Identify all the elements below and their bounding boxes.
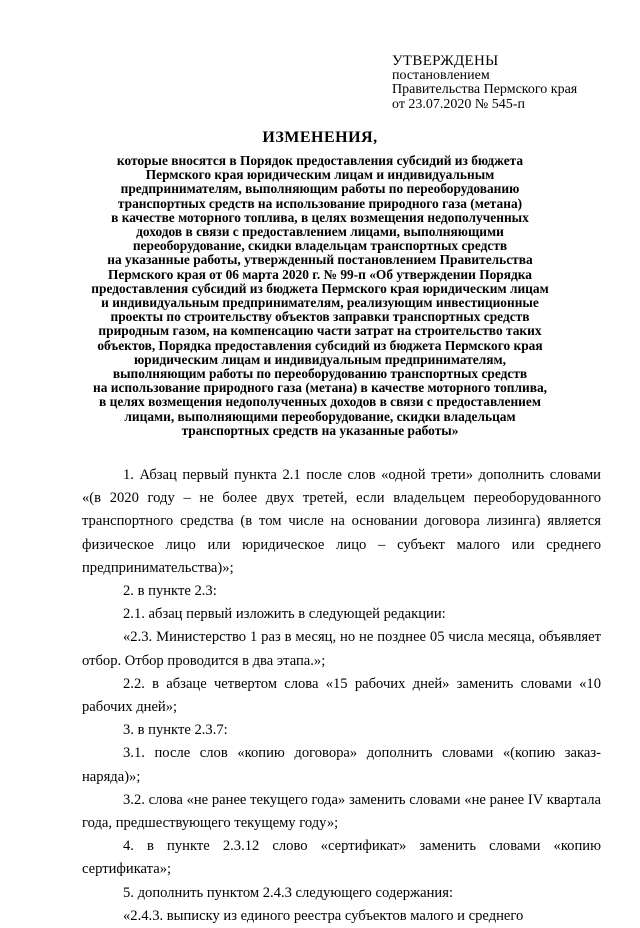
subheading-line: транспортных средств на использование природного газа (метана) — [117, 195, 523, 211]
subheading-line: лицами, выполняющими переоборудование, скидки владельцам — [124, 408, 516, 424]
approval-block — [392, 54, 632, 112]
subheading-line: проекты по строительству объектов заправки транспортных средств — [110, 309, 530, 325]
subheading-line: на использование природного газа (метана) в качестве моторного топлива, — [92, 380, 548, 396]
subheading-line: в целях возмещения недополученных доходов в связи с предоставлением — [99, 394, 541, 410]
body-paragraph: 3.1. после слов «копию договора» дополнить словами «(копию заказ-наряда)»; — [82, 745, 601, 785]
body-paragraph: 4. в пункте 2.3.12 слово «сертификат» заменить словами «копию сертификата»; — [82, 838, 601, 878]
body-paragraph: 2.2. в абзаце четвертом слова «15 рабочих дней» заменить словами «10 рабочих дней»; — [82, 675, 601, 716]
body-paragraph: 2. в пункте 2.3: — [123, 583, 217, 600]
document-heading: ИЗМЕНЕНИЯ, — [262, 129, 378, 146]
subheading-line: транспортных средств на указанные работы» — [181, 422, 459, 438]
approval-line: Правительства Пермского края — [392, 82, 578, 97]
document-subheading — [78, 154, 562, 438]
subheading-line: в качестве моторного топлива, в целях возмещения недополученных — [111, 209, 529, 225]
approval-line: постановлением — [392, 67, 490, 83]
document-body — [82, 464, 601, 928]
body-paragraph: 1. Абзац первый пункта 2.1 после слов «одной трети» дополнить словами «(в 2020 году – не более двух третей, если владельцем переоборудованного транспортного средства (в том числе на основании договора лизинга) является физическое лицо или юридическое лицо – субъект малого или среднего предпринимательства)»; — [82, 467, 601, 576]
subheading-line: которые вносятся в Порядок предоставления субсидий из бюджета — [116, 153, 524, 168]
approval-title: УТВЕРЖДЕНЫ — [392, 53, 499, 69]
body-paragraph: 3. в пункте 2.3.7: — [123, 722, 228, 739]
body-paragraph: 5. дополнить пунктом 2.4.3 следующего содержания: — [123, 884, 454, 901]
body-paragraph: 2.1. абзац первый изложить в следующей редакции: — [123, 606, 446, 623]
subheading-line: предоставления субсидий из бюджета Пермского края юридическим лицам — [91, 280, 549, 296]
subheading-line: Пермского края юридическим лицам и индивидуальным — [145, 167, 495, 183]
body-paragraph: «2.3. Министерство 1 раз в месяц, но не позднее 05 числа месяца, объявляет отбор. Отбор проводится в два этапа.»; — [82, 629, 601, 669]
subheading-line: Пермского края от 06 марта 2020 г. № 99-п «Об утверждении Порядка — [108, 266, 532, 282]
subheading-line: юридическим лицам и индивидуальным предпринимателям, — [134, 351, 506, 367]
subheading-line: выполняющим работы по переоборудованию транспортных средств — [112, 366, 528, 382]
body-paragraph: «2.4.3. выписку из единого реестра субъектов малого и среднего — [123, 907, 524, 924]
subheading-line: предпринимателям, выполняющим работы по переоборудованию — [120, 181, 520, 197]
subheading-line: переоборудование, скидки владельцам транспортных средств — [132, 238, 508, 254]
subheading-line: объектов, Порядка предоставления субсидий из бюджета Пермского края — [97, 337, 543, 353]
approval-line: от 23.07.2020 № 545-п — [392, 96, 525, 112]
subheading-line: доходов в связи с предоставлением лицами, выполняющими — [136, 224, 504, 240]
body-paragraph: 3.2. слова «не ранее текущего года» заменить словами «не ранее IV квартала года, предшествующего текущему году»; — [82, 791, 601, 832]
subheading-line: природным газом, на компенсацию части затрат на строительство таких — [98, 323, 542, 339]
subheading-line: на указанные работы, утвержденный постановлением Правительства — [107, 252, 533, 268]
subheading-line: и индивидуальным предпринимателям, реализующим инвестиционные — [101, 295, 539, 311]
